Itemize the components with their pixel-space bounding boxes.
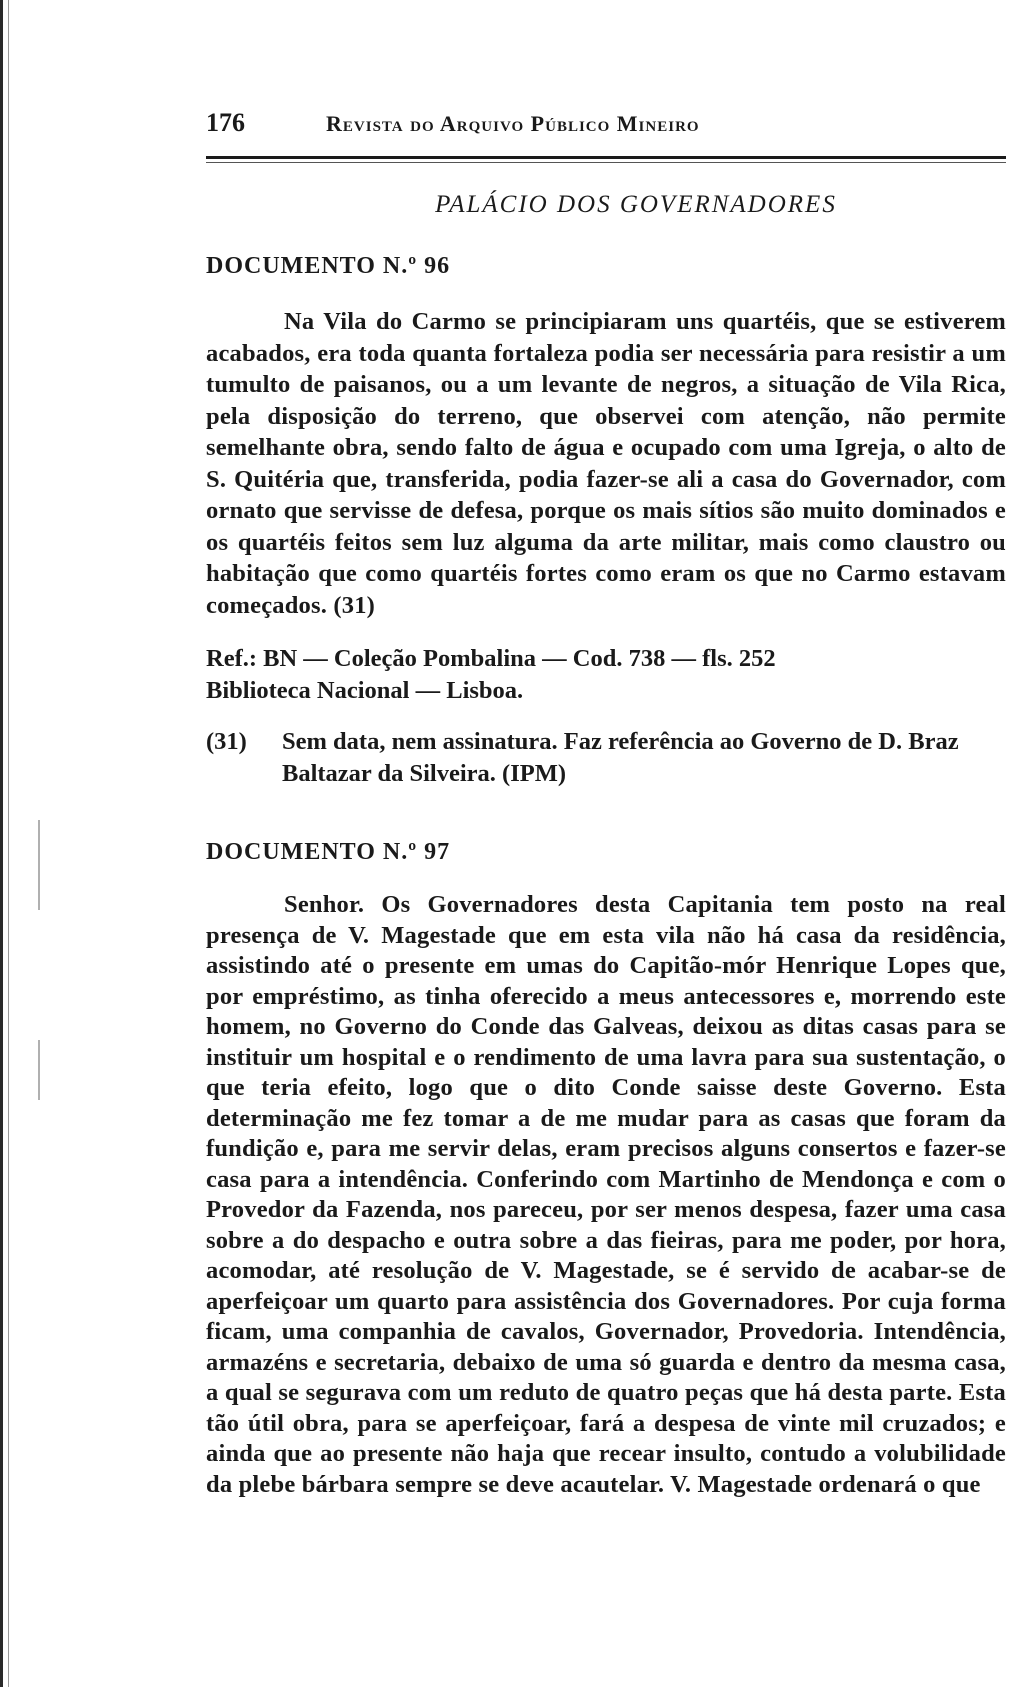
document-97-heading: DOCUMENTO N.º 97 [206,839,451,865]
document-96-heading: DOCUMENTO N.º 96 [206,253,451,279]
section-title: PALÁCIO DOS GOVERNADORES [435,191,837,218]
reference-line: Ref.: BN — Coleção Pombalina — Cod. 738 — fls. 252 [206,645,776,672]
scan-artifact [38,820,40,910]
footnote-label: (31) [206,728,247,755]
document-96-body: Na Vila do Carmo se principiaram uns quartéis, que se estiverem acabados, era toda quanta fortaleza podia ser necessária para resistir a um tumulto de paisanos, ou a um levante de negros, a situação de Vila Rica, pela disposição do terreno, que observei com atenção, não permite semelhante obra, sendo falto de água e ocupado com uma Igreja, o alto de S. Quitéria que, transferida, podia fazer-se ali a casa do Governador, com ornato que servisse de defesa, porque os mais sítios são muito dominados e os quartéis feitos sem luz alguma da arte militar, mais como claustro ou habitação que como quartéis fortes como eram os que no Carmo estavam começados. (31) [206,308,1006,619]
page-content [206,108,1006,1500]
header-rule [206,156,1006,159]
footnote-31 [206,726,1006,789]
footnote-text: Sem data, nem assinatura. Faz referência ao Governo de D. Braz Baltazar da Silveira. (IPM) [282,728,959,787]
page-edge-shadow [0,0,3,1687]
page-number: 176 [206,108,245,137]
journal-title: Revista do Arquivo Público Mineiro [326,111,700,136]
scan-artifact [38,1040,40,1100]
running-head [206,108,1006,142]
document-97-body: Senhor. Os Governadores desta Capitania tem posto na real presença de V. Magestade que em esta vila não há casa da residência, assistindo até o presente em umas do Capitão-mór Henrique Lopes que, por empréstimo, as tinha oferecido a meus antecessores e, morrendo este homem, no Governo do Conde das Galveas, deixou as ditas casas para se instituir um hospital e o rendimento de uma lavra para sua sustentação, o que teria efeito, logo que o dito Conde saisse deste Governo. Esta determinação me fez tomar a de me mudar para as casas que foram da fundição e, para me servir delas, eram precisos alguns consertos e fazer-se casa para a intendência. Conferindo com Martinho de Mendonça e com o Provedor da Fazenda, nos pareceu, por ser menos despesa, fazer uma casa sobre a do despacho e outra sobre a das fieiras, para me poder, por hora, acomodar, até resolução de V. Magestade, se é servido de acabar-se de aperfeiçoar um quarto para assistência dos Governadores. Por cuja forma ficam, uma companhia de cavalos, Governador, Provedoria. Intendência, armazéns e secretaria, debaixo de uma só guarda e dentro da mesma casa, a qual se segurava com um reduto de quatro peças que há desta parte. Esta tão útil obra, para se aperfeiçoar, fará a despesa de vinte mil cruzados; e ainda que ao presente não haja que recear insulto, contudo a volubilidade da plebe bárbara sempre se deve acautelar. V. Magestade ordenará o que [206,891,1006,1498]
reference-line: Biblioteca Nacional — Lisboa. [206,676,524,704]
page-edge-line [8,0,9,1687]
header-rule-thin [206,162,1006,163]
document-96-reference [206,643,1006,706]
